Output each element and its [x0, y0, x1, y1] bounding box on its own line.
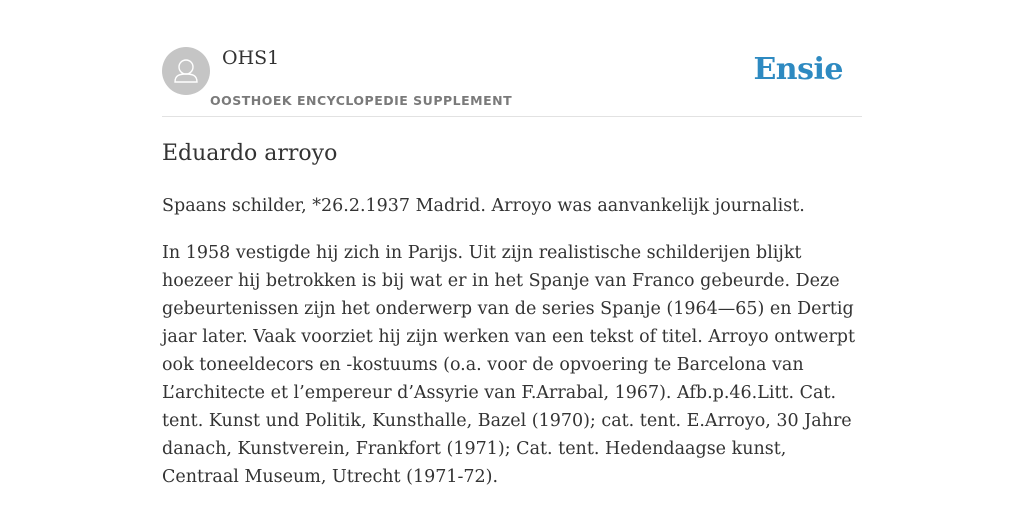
author-name[interactable]: OHS1	[222, 47, 280, 69]
user-silhouette-icon	[162, 47, 210, 95]
article-paragraph: Spaans schilder, *26.2.1937 Madrid. Arroyo was aanvankelijk journalist.	[162, 196, 805, 216]
article-title: Eduardo arroyo	[162, 141, 338, 166]
brand-logo[interactable]: Ensie	[753, 52, 843, 87]
article-body	[162, 192, 862, 510]
source-label[interactable]: OOSTHOEK ENCYCLOPEDIE SUPPLEMENT	[210, 93, 513, 108]
article-paragraph: In 1958 vestigde hij zich in Parijs. Uit zijn realistische schilderijen blijkt hoezeer hij betrokken is bij wat er in het Spanje van Franco gebeurde. Deze gebeurtenissen zijn het onderwerp van de series Spanje (1964—65) en Dertig jaar later. Vaak voorziet hij zijn werken van een tekst of titel. Arroyo ontwerpt ook toneeldecors en -kostuums (o.a. voor de opvoering te Barcelona van L’architecte et l’empereur d’Assyrie van F.Arrabal, 1967). Afb.p.46.Litt. Cat. tent. Kunst und Politik, Kunsthalle, Bazel (1970); cat. tent. E.Arroyo, 30 Jahre danach, Kunstverein, Frankfort (1971); Cat. tent. Hedendaagse kunst, Centraal Museum, Utrecht (1971-72).	[162, 243, 856, 487]
avatar[interactable]	[162, 47, 210, 95]
header	[162, 40, 862, 117]
